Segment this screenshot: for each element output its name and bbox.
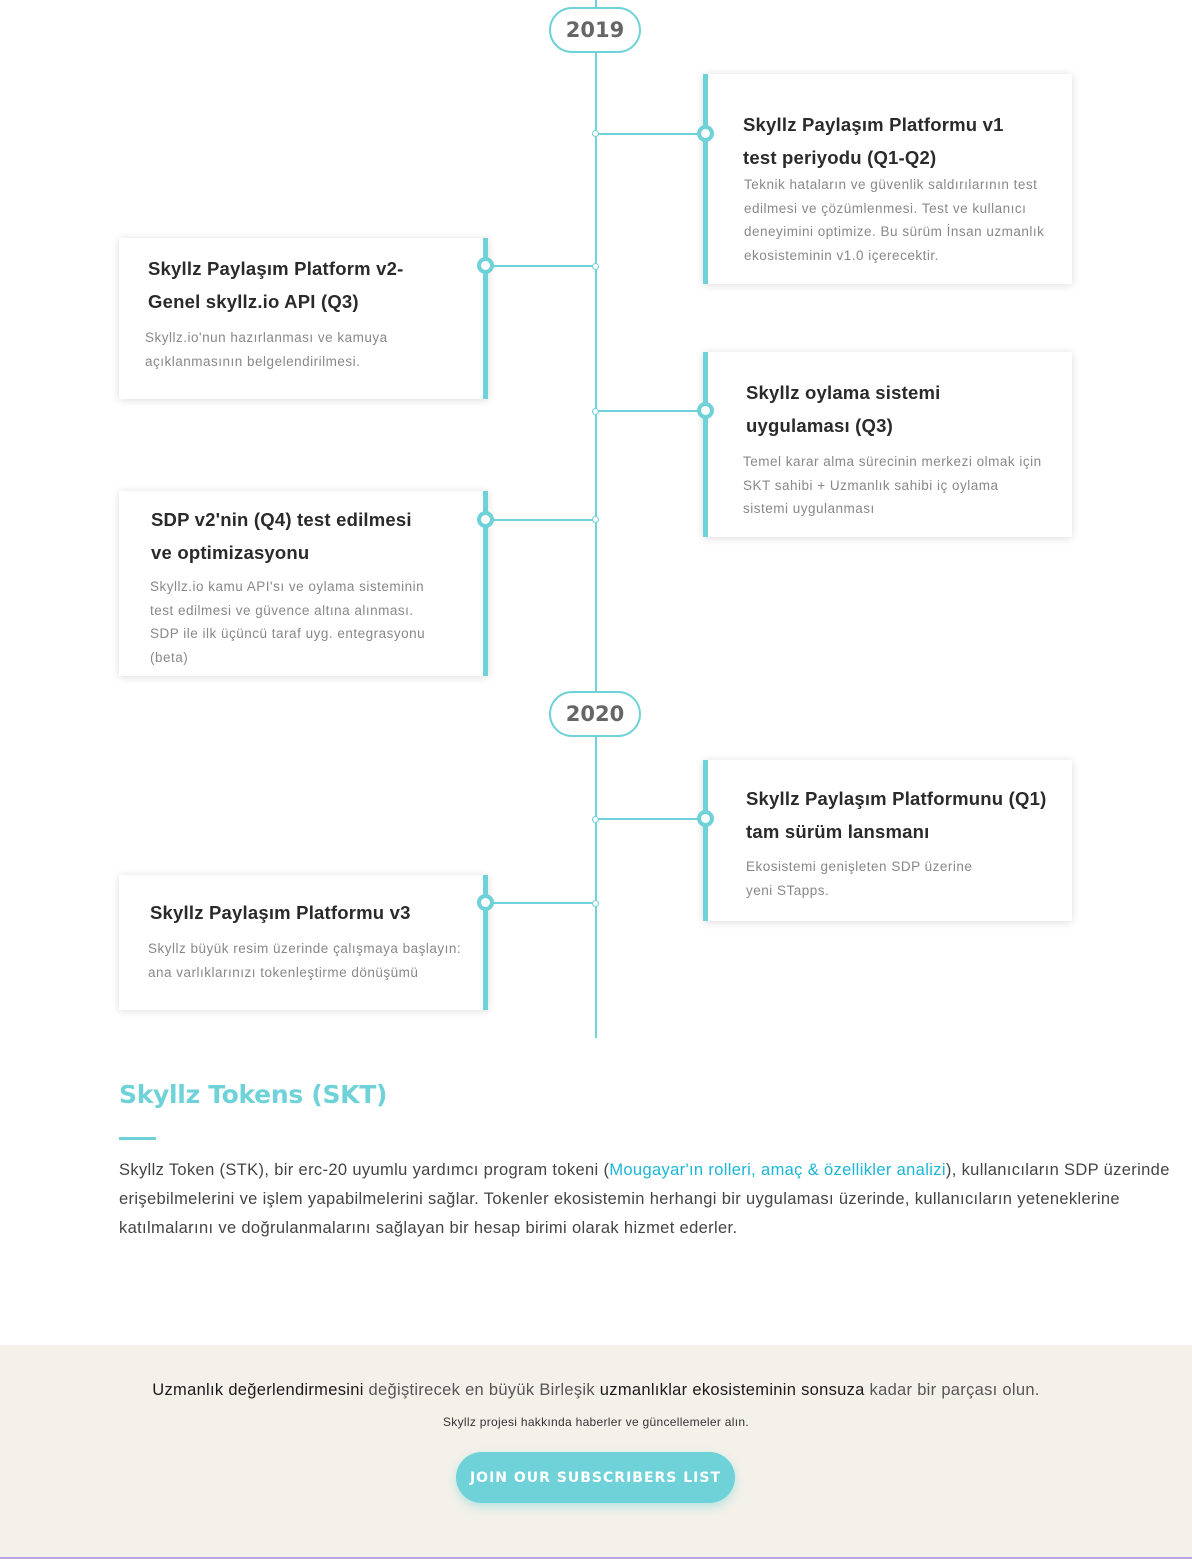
card-title: SDP v2'nin (Q4) test edilmesi ve optimizasyonu [151,509,412,563]
card-title: Skyllz oylama sistemi uygulaması (Q3) [746,382,941,436]
year-badge-2020: 2020 [549,691,641,737]
tokens-paragraph: Skyllz Token (STK), bir erc-20 uyumlu yardımcı program tokeni (Mougayar'ın rolleri, amaç & özellikler analizi), kullanıcıların SDP üzerinde erişebilmelerini ve işlem yapabilmelerini sağlar. Tokenler ekosistemin herhangi bir uygulaması üzerinde, kullanıcıların yeteneklerine katılmalarını ve doğrulanmalarını sağlayan bir hesap birimi olarak hizmet ederler. [119,1161,1170,1237]
connector-line [596,818,706,820]
timeline-node [592,408,599,415]
subscribe-footer [0,1345,1192,1557]
card-title: Skyllz Paylaşım Platformu v3 [150,902,411,923]
footer-subtitle: Skyllz projesi hakkında haberler ve güncellemeler alın. [443,1415,749,1429]
card-description: Skyllz.io kamu API'sı ve oylama sisteminin test edilmesi ve güvence altına alınması. SDP ile ilk üçüncü taraf uyg. entegrasyonu (beta) [150,579,426,665]
join-subscribers-button[interactable]: JOIN OUR SUBSCRIBERS LIST [456,1452,735,1503]
card-node-icon [477,257,494,274]
card-node-icon [477,894,494,911]
timeline-node [592,900,599,907]
footer-tagline: Uzmanlık değerlendirmesini değiştirecek en büyük Birleşik uzmanlıklar ekosisteminin sonsuza kadar bir parçası olun. [152,1381,1040,1399]
card-description: Skyllz büyük resim üzerinde çalışmaya başlayın: ana varlıklarınızı tokenleştirme dönüşümü [148,941,462,980]
connector-line [486,902,596,904]
timeline-node [592,816,599,823]
roadmap-card [703,760,1072,921]
timeline-node [592,516,599,523]
heading-underline [119,1137,156,1140]
card-node-icon [697,125,714,142]
connector-line [596,133,706,135]
connector-line [486,265,596,267]
connector-line [486,519,596,521]
roadmap-card [703,74,1072,284]
roadmap-card [119,238,488,399]
analysis-link[interactable]: Mougayar'ın rolleri, amaç & özellikler analizi [609,1161,946,1179]
card-node-icon [697,402,714,419]
card-title: Skyllz Paylaşım Platform v2- Genel skyllz.io API (Q3) [148,258,404,312]
year-badge-2019: 2019 [549,7,641,53]
card-description: Teknik hataların ve güvenlik saldırılarının test edilmesi ve çözümlenmesi. Test ve kullanıcı deneyimini optimize. Bu sürüm İnsan uzmanlık ekosisteminin v1.0 içerecektir. [744,177,1045,263]
card-title: Skyllz Paylaşım Platformunu (Q1) tam sürüm lansmanı [746,788,1047,842]
card-description: Skyllz.io'nun hazırlanması ve kamuya açıklanmasının belgelendirilmesi. [145,330,388,369]
timeline-node [592,263,599,270]
roadmap-card [119,491,488,676]
card-description: Temel karar alma sürecinin merkezi olmak için SKT sahibi + Uzmanlık sahibi iç oylama sistemi uygulanması [743,454,1042,516]
card-node-icon [477,511,494,528]
roadmap-card [119,875,488,1010]
card-title: Skyllz Paylaşım Platformu v1 test periyodu (Q1-Q2) [743,114,1004,168]
tokens-heading: Skyllz Tokens (SKT) [119,1080,388,1109]
card-description: Ekosistemi genişleten SDP üzerine yeni STapps. [746,859,973,898]
card-node-icon [697,810,714,827]
timeline-node [592,130,599,137]
roadmap-card [703,352,1072,537]
connector-line [596,410,706,412]
